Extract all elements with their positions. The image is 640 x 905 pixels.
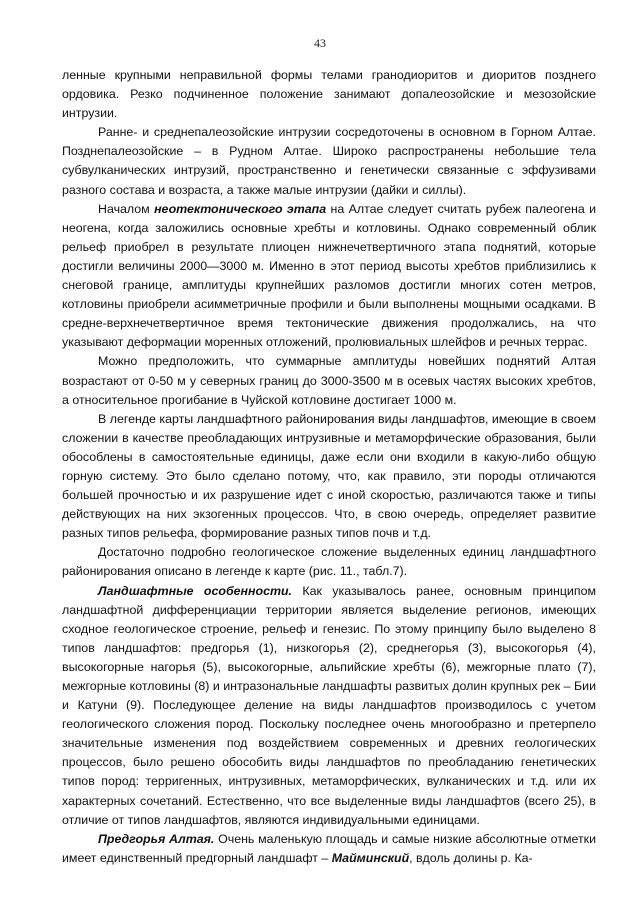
paragraph [62,830,596,868]
emphasized-term: неотектонического этапа [154,201,327,216]
text-run: Очень маленькую площадь и самые низкие абсолютные отметки имеет единственный предгорный ландшафт – [62,831,596,865]
emphasized-term: Майминский [331,850,410,865]
paragraph [62,352,596,409]
paragraph [62,582,596,830]
emphasized-term: Ландшафтные особенности. [98,583,292,598]
text-run: Началом [98,201,155,216]
text-run: Как указывалось ранее, основным принципом ландшафтной дифференциации территории является выделение регионов, имеющих сходное геологическое строение, рельеф и генезис. По этому принципу было выделено 8 типов ландшафтов: предгорья (1), низкогорья (2), среднегорья (3), высокогорья (4), высокогорные нагорья (5), высокогорные, альпийские хребты (6), межгорные плато (7), межгорные котловины (8) и интразональные ландшафты развитых долин крупных рек – Бии и Катуни (9). Последующее деление на виды ландшафтов производилось с учетом геологического сложения пород. Поскольку последнее очень многообразно и претерпело значительные изменения под воздействием современных и древних геологических процессов, было решено обособить виды ландшафтов по преобладанию генетических типов пород: терригенных, интрузивных, метаморфических, вулканических и т.д. или их характерных сочетаний. Естественно, что все выделенные виды ландшафтов (всего 25), в отличие от типов ландшафтов, являются индивидуальными единицами. [62,583,596,827]
body-text [62,66,596,868]
emphasized-term: Предгорья Алтая. [98,831,215,846]
text-run: , вдоль долины р. Ка- [409,850,533,865]
text-run: на Алтае следует считать рубеж палеогена и неогена, когда заложились основные хребты и котловины. Однако современный облик рельеф приобрел в результате плиоцен нижнечетвертичного этапа поднятий, которые достигли величины 2000—3000 м. Именно в этот период высоты хребтов приблизились к снеговой границе, амплитуды крупнейших разломов достигли многих сотен метров, котловины приобрели асимметричные профили и были выполнены мощными осадками. В средне-верхнечетвертичное время тектонические движения продолжались, на что указывают деформации моренных отложений, пролювиальных шлейфов и речных террас. [62,201,597,350]
text-run: Достаточно подробно геологическое сложение выделенных единиц ландшафтного районирования описано в легенде к карте (рис. 11., табл.7). [62,545,596,579]
page-number: 43 [314,36,326,50]
text-run: В легенде карты ландшафтного районирования виды ландшафтов, имеющие в своем сложении в качестве преобладающих интрузивные и метаморфические образования, были обособлены в самостоятельные единицы, даже если они входили в какую-либо общую горную систему. Это было сделано потому, что, как правило, эти породы отличаются большей прочностью и их разрушение идет с иной скоростью, различаются также и типы действующих на них экзогенных процессов. Что, в свою очередь, определяет развитие разных типов рельефа, формирование разных типов почв и т.д. [62,411,596,541]
text-run: Можно предположить, что суммарные амплитуды новейших поднятий Алтая возрастают от 0-50 м у северных границ до 3000-3500 м в осевых частях высоких хребтов, а относительное прогибание в Чуйской котловине достигает 1000 м. [62,354,596,407]
paragraph [62,410,596,544]
paragraph [62,200,596,353]
paragraph [62,123,596,199]
text-run: ленные крупными неправильной формы телами гранодиоритов и диоритов позднего ордовика. Резко подчиненное положение занимают допалеозойские и мезозойские интрузии. [62,68,596,121]
paragraph [62,543,596,581]
text-run: Ранне- и среднепалеозойские интрузии сосредоточены в основном в Горном Алтае. Позднепалеозойские – в Рудном Алтае. Широко распространены небольшие тела субвулканических интрузий, пространственно и генетически связанные с эффузивами разного состава и возраста, а также малые интрузии (дайки и силлы). [62,125,596,197]
paragraph [62,66,596,123]
